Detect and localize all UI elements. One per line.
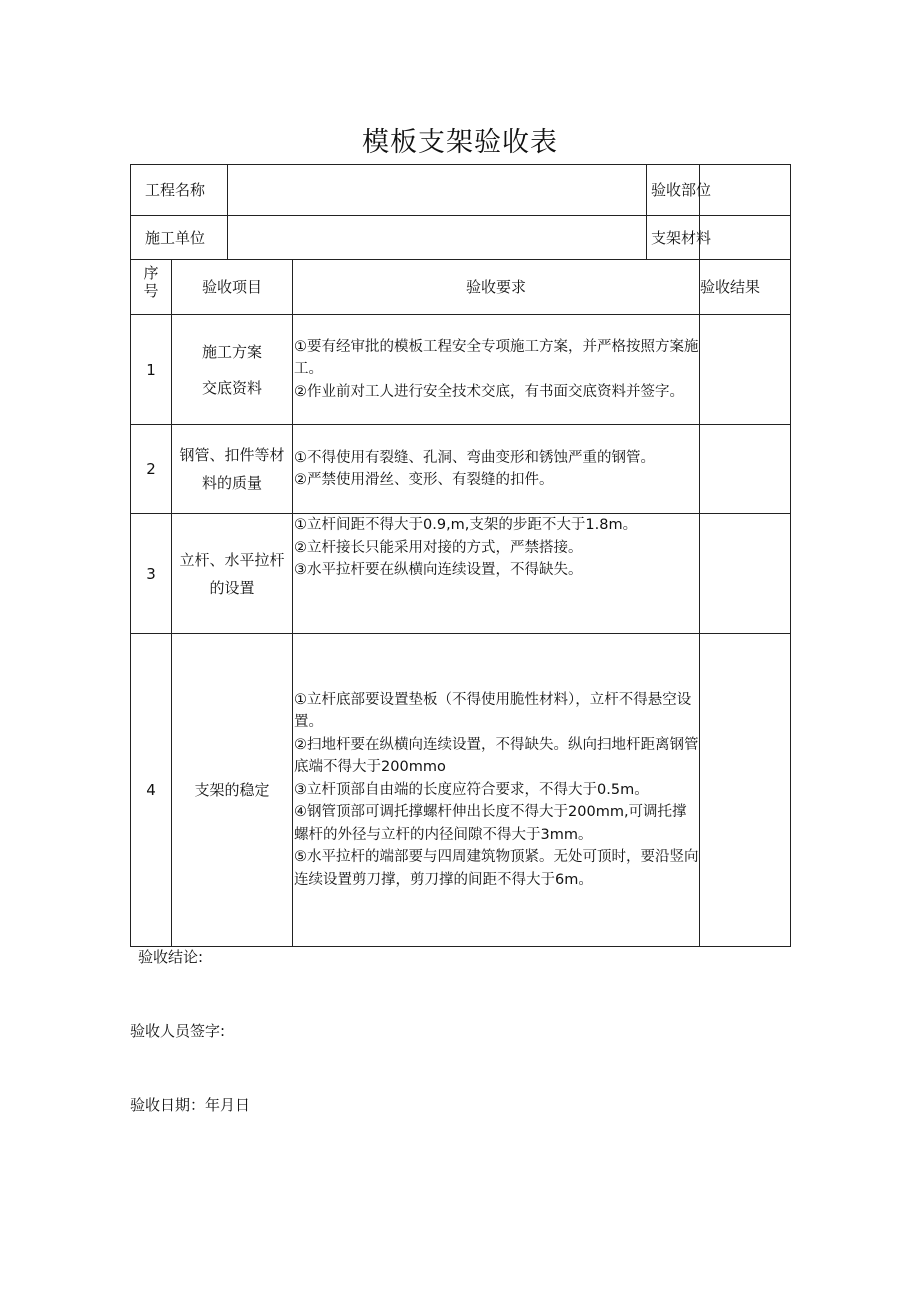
row-item: [172, 425, 293, 514]
row-seq: 4: [131, 634, 172, 947]
row-item: [172, 315, 293, 425]
row-seq: 3: [131, 514, 172, 634]
inspection-part-label: 验收部位: [647, 165, 700, 216]
row-requirement: [293, 634, 700, 947]
row-seq: 2: [131, 425, 172, 514]
requirement-line: ②扫地杆要在纵横向连续设置，不得缺失。纵向扫地杆距离钢管底端不得大于200mmo: [294, 736, 699, 776]
row-requirement: [293, 315, 700, 425]
seq-header-char1: 序: [143, 264, 159, 282]
row-item-line: 施工方案: [202, 342, 263, 361]
row-result[interactable]: [700, 425, 791, 514]
row-requirement: [293, 514, 700, 634]
support-material-value[interactable]: [700, 216, 791, 260]
requirement-line: ①立杆间距不得大于0.9,m,支架的步距不大于1.8m。: [294, 517, 638, 533]
signature-label: 验收人员签字:: [130, 1022, 226, 1040]
page-title: 模板支架验收表: [362, 127, 558, 158]
table-row: [131, 514, 791, 634]
result-header: 验收结果: [700, 260, 791, 315]
row-item: [172, 634, 293, 947]
date-label: 验收日期：年月日: [130, 1096, 251, 1114]
item-header: 验收项目: [172, 260, 293, 315]
requirement-line: ⑤水平拉杆的端部要与四周建筑物顶紧。无处可顶时，要沿竖向连续设置剪刀撑，剪刀撑的间距不得大于6m。: [294, 849, 699, 888]
requirement-header: 验收要求: [293, 260, 700, 315]
requirement-line: ①要有经审批的模板工程安全专项施工方案，并严格按照方案施工。: [294, 338, 699, 378]
requirement-line: ②严禁使用滑丝、变形、有裂缝的扣件。: [294, 472, 554, 488]
table-row: [131, 425, 791, 514]
inspection-part-value[interactable]: [700, 165, 791, 216]
requirement-line: ②作业前对工人进行安全技术交底，有书面交底资料并签字。: [294, 383, 685, 400]
table-row: [131, 634, 791, 947]
row-item: [172, 514, 293, 634]
construction-unit-label: 施工单位: [131, 216, 228, 260]
row-item-line: 的设置: [209, 578, 255, 597]
seq-header: [131, 260, 172, 315]
row-result[interactable]: [700, 514, 791, 634]
requirement-line: ③水平拉杆要在纵横向连续设置，不得缺失。: [294, 562, 583, 578]
requirement-line: ④钢管顶部可调托撑螺杆伸出长度不得大于200mm,可调托撑螺杆的外径与立杆的内径间隙不得大于3mm。: [294, 804, 687, 843]
column-header-row: [131, 260, 791, 315]
seq-header-char2: 号: [143, 282, 159, 300]
inspection-table: [130, 164, 791, 947]
requirement-line: ①立杆底部要设置垫板（不得使用脆性材料），立杆不得悬空设置。: [294, 691, 692, 731]
row-seq: 1: [131, 315, 172, 425]
conclusion-label: 验收结论:: [138, 948, 204, 966]
construction-unit-value[interactable]: [228, 216, 647, 260]
support-material-label: 支架材料: [647, 216, 700, 260]
row-item-line: 支架的稳定: [194, 781, 270, 799]
row-item-line: 钢管、扣件等材: [179, 446, 285, 464]
row-requirement: [293, 425, 700, 514]
header-row-project: [131, 165, 791, 216]
row-result[interactable]: [700, 315, 791, 425]
project-name-label: 工程名称: [131, 165, 228, 216]
row-item-line: 立杆、水平拉杆: [179, 550, 285, 569]
table-row: [131, 315, 791, 425]
requirement-line: ①不得使用有裂缝、孔洞、弯曲变形和锈蚀严重的钢管。: [294, 449, 656, 466]
row-item-line: 交底资料: [202, 378, 263, 397]
requirement-line: ③立杆顶部自由端的长度应符合要求，不得大于0.5m。: [294, 781, 649, 798]
row-item-line: 料的质量: [202, 474, 263, 492]
row-result[interactable]: [700, 634, 791, 947]
header-row-unit: [131, 216, 791, 260]
project-name-value[interactable]: [228, 165, 647, 216]
requirement-line: ②立杆接长只能采用对接的方式，严禁搭接。: [294, 539, 583, 556]
